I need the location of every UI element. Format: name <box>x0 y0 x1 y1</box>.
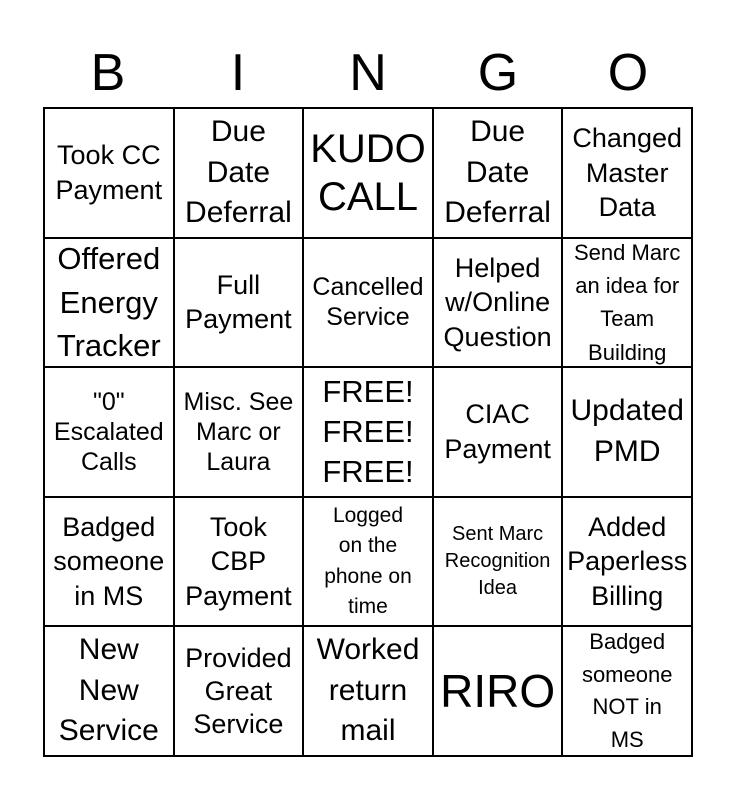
bingo-board <box>43 107 693 757</box>
cell-label: Cancelled Service <box>312 273 424 332</box>
cell-label: Worked return mail <box>316 633 420 748</box>
cell-label: New New Service <box>58 633 159 748</box>
cell-label: Helped w/Online Question <box>443 252 552 352</box>
bingo-cell[interactable] <box>433 108 563 238</box>
bingo-cell[interactable] <box>562 626 692 756</box>
bingo-cell[interactable] <box>174 367 304 497</box>
cell-label: Added Paperless Billing <box>567 511 688 611</box>
bingo-cell[interactable] <box>174 108 304 238</box>
cell-label: Full Payment <box>185 269 292 335</box>
cell-label: Changed Master Data <box>572 122 682 223</box>
bingo-cell[interactable] <box>303 238 433 368</box>
bingo-cell[interactable] <box>44 367 174 497</box>
bingo-cell[interactable] <box>44 108 174 238</box>
cell-label: KUDO CALL <box>310 126 426 219</box>
header-letter-b: B <box>90 44 126 102</box>
bingo-cell[interactable] <box>562 497 692 627</box>
bingo-cell[interactable] <box>44 238 174 368</box>
bingo-cell[interactable] <box>44 626 174 756</box>
cell-label: Due Date Deferral <box>185 115 292 230</box>
cell-label: Logged on the phone on time <box>324 503 412 619</box>
bingo-cell[interactable] <box>174 497 304 627</box>
bingo-cell[interactable] <box>562 367 692 497</box>
bingo-header <box>43 40 693 106</box>
bingo-cell[interactable] <box>433 497 563 627</box>
bingo-cell[interactable] <box>303 108 433 238</box>
cell-label: Took CBP Payment <box>185 511 292 611</box>
cell-label: Provided Great Service <box>185 642 292 739</box>
cell-label: Badged someone in MS <box>53 511 165 611</box>
cell-label: "0" Escalated Calls <box>53 387 164 476</box>
bingo-cell[interactable] <box>433 238 563 368</box>
bingo-cell[interactable] <box>562 238 692 368</box>
free-space-cell[interactable] <box>303 367 433 497</box>
header-letter-n: N <box>349 44 387 102</box>
header-letter-i: I <box>230 44 246 102</box>
cell-label: FREE! FREE! FREE! <box>322 373 414 490</box>
cell-label: Due Date Deferral <box>444 115 551 230</box>
cell-label: Updated PMD <box>570 394 684 468</box>
header-letter-o: O <box>607 44 649 102</box>
cell-label: CIAC Payment <box>444 399 551 464</box>
bingo-cell[interactable] <box>303 497 433 627</box>
cell-label: Badged someone NOT in MS <box>581 629 673 752</box>
cell-label: RIRO <box>440 664 556 717</box>
cell-label: Offered Energy Tracker <box>56 241 161 364</box>
bingo-cell[interactable] <box>433 626 563 756</box>
bingo-cell[interactable] <box>303 626 433 756</box>
header-letter-g: G <box>477 44 519 102</box>
cell-label: Took CC Payment <box>55 140 163 205</box>
cell-label: Misc. See Marc or Laura <box>183 387 294 476</box>
bingo-cell[interactable] <box>174 626 304 756</box>
cell-label: Send Marc an idea for Team Building <box>574 239 681 365</box>
cell-label: Sent Marc Recognition Idea <box>444 522 551 600</box>
bingo-cell[interactable] <box>174 238 304 368</box>
bingo-cell[interactable] <box>44 497 174 627</box>
bingo-cell[interactable] <box>433 367 563 497</box>
bingo-cell[interactable] <box>562 108 692 238</box>
